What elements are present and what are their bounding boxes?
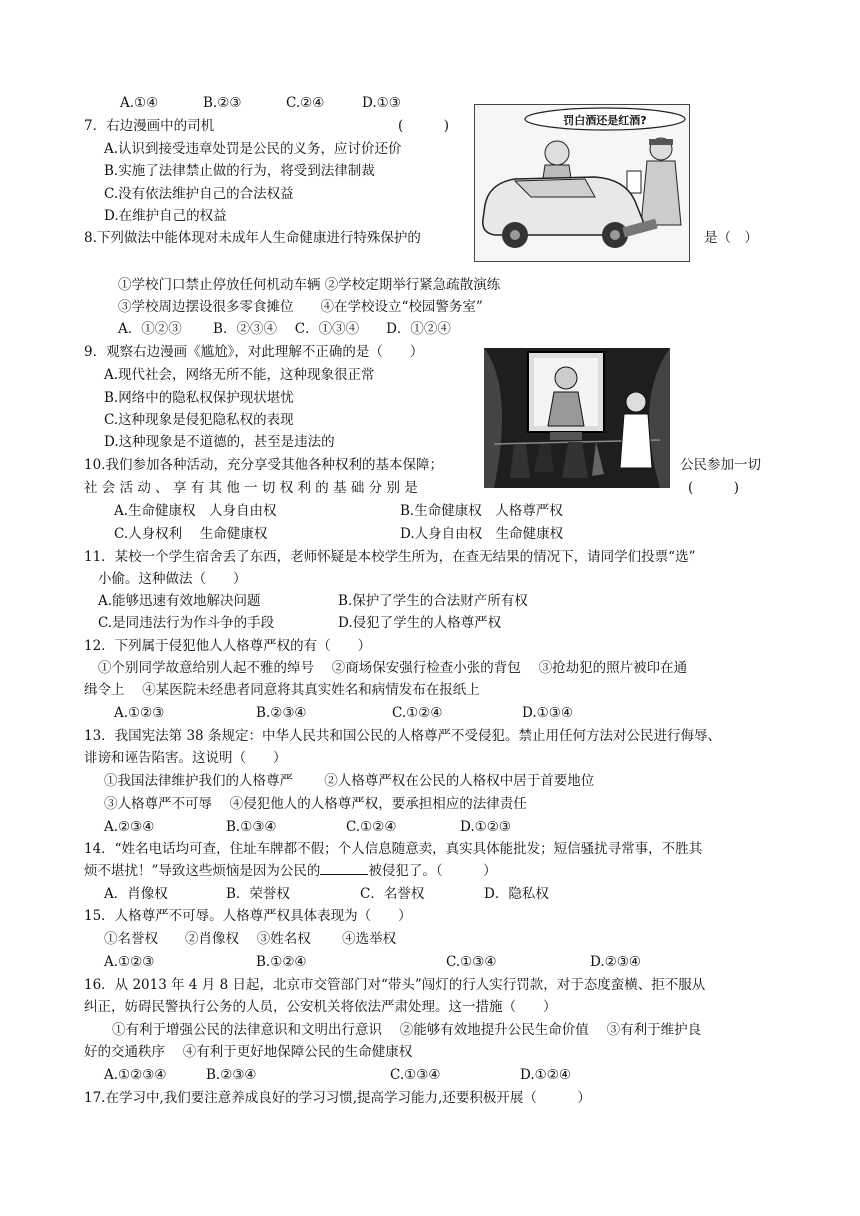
- embarrassment-comic: [484, 348, 670, 488]
- q13-statements-1: ①我国法律维护我们的人格尊严 ②人格尊严权在公民的人格权中居于首要地位: [104, 773, 595, 789]
- q6-option-d: D.①③: [362, 95, 401, 111]
- q10-answer-paren: ( ): [688, 480, 740, 496]
- q9-option-c: C.这种现象是侵犯隐私权的表现: [104, 412, 294, 428]
- q15-statements: ①名誉权 ②肖像权 ③姓名权 ④选举权: [104, 931, 397, 947]
- q9-option-a: A.现代社会，网络无所不能，这种现象很正常: [104, 367, 375, 383]
- q10-stem: 10.我们参加各种活动，充分享受其他各种权利的基本保障；: [84, 457, 443, 473]
- q17-stem: 17.在学习中,我们要注意养成良好的学习习惯,提高学习能力,还要积极开展（ ）: [84, 1090, 591, 1106]
- q16-option-c: C.①③④: [390, 1067, 441, 1083]
- q13-option-b: B.①③④: [226, 819, 277, 835]
- q7-option-d: D.在维护自己的权益: [104, 208, 227, 224]
- q8-stem-tail: 是（ ）: [704, 230, 758, 246]
- q10-option-a: A.生命健康权 人身自由权: [114, 503, 277, 519]
- q16-stem-2: 纠正，妨碍民警执行公务的人员，公安机关将依法严肃处理。这一措施（ ）: [84, 999, 557, 1015]
- q12-statements-2: 缉令上 ④某医院未经患者同意将其真实姓名和病情发布在报纸上: [84, 682, 480, 698]
- q6-option-c: C.②④: [286, 95, 325, 111]
- q13-statements-2: ③人格尊严不可辱 ④侵犯他人的人格尊严权，要承担相应的法律责任: [104, 796, 527, 812]
- q16-option-a: A.①②③④: [104, 1067, 167, 1083]
- q9-option-b: B.网络中的隐私权保护现状堪忧: [104, 390, 294, 406]
- q14-blank: [320, 862, 368, 875]
- q9-option-d: D.这种现象是不道德的，甚至是违法的: [104, 434, 335, 450]
- q16-stem: 16．从 2013 年 4 月 8 日起，北京市交管部门对“带头”闯灯的行人实行罚款，对于态度蛮横、拒不服从: [84, 977, 706, 993]
- q7-stem: 7．右边漫画中的司机: [84, 118, 215, 134]
- q7-option-a: A.认识到接受违章处罚是公民的义务，应讨价还价: [104, 141, 402, 157]
- q6-option-a: A.①④: [120, 95, 159, 111]
- q11-option-b: B.保护了学生的合法财产所有权: [338, 593, 528, 609]
- q15-option-b: B.①②④: [256, 954, 307, 970]
- q12-stem: 12．下列属于侵犯他人人格尊严权的有（ ）: [84, 638, 372, 654]
- q10-option-c: C.人身权利 生命健康权: [114, 526, 268, 542]
- q10-stem-2: 社 会 活 动 、 享 有 其 他 一 切 权 利 的 基 础 分 别 是: [84, 480, 418, 496]
- q8-options: A．①②③ B．②③④ C．①③④ D．①②④: [118, 321, 451, 337]
- q14-stem-2: [84, 862, 497, 880]
- q13-stem-2: 诽谤和诬告陷害。这说明（ ）: [84, 750, 287, 766]
- q15-option-c: C.①③④: [446, 954, 497, 970]
- q11-option-d: D.侵犯了学生的人格尊严权: [338, 615, 502, 631]
- q7-option-b: B.实施了法律禁止做的行为，将受到法律制裁: [104, 163, 375, 179]
- q11-option-a: A.能够迅速有效地解决问题: [98, 593, 261, 609]
- q13-option-c: C.①②④: [346, 819, 397, 835]
- q13-option-a: A.②③④: [104, 819, 155, 835]
- q16-statements-1: ①有利于增强公民的法律意识和文明出行意识 ②能够有效地提升公民生命价值 ③有利于维护良: [112, 1022, 702, 1038]
- q14-stem-2-after: 被侵犯了。（ ）: [368, 863, 497, 879]
- q12-statements-1: ①个别同学故意给别人起不雅的绰号 ②商场保安强行检查小张的背包 ③抢劫犯的照片被印在通: [98, 660, 688, 676]
- q11-stem: 11．某校一个学生宿舍丢了东西，老师怀疑是本校学生所为，在查无结果的情况下，请同学们投票“选”: [84, 549, 696, 565]
- q11-option-c: C.是同违法行为作斗争的手段: [98, 615, 275, 631]
- q13-stem: 13．我国宪法第 38 条规定：中华人民共和国公民的人格尊严不受侵犯。禁止用任何方法对公民进行侮辱、: [84, 728, 721, 744]
- traffic-fine-comic: [474, 104, 690, 262]
- q16-option-b: B.②③④: [206, 1067, 257, 1083]
- q7-answer-paren: ( ): [398, 118, 450, 134]
- q15-option-d: D.②③④: [590, 954, 641, 970]
- q12-option-a: A.①②③: [114, 705, 165, 721]
- q16-statements-2: 好的交通秩序 ④有利于更好地保障公民的生命健康权: [84, 1044, 413, 1060]
- q15-stem: 15．人格尊严不可辱。人格尊严权具体表现为（ ）: [84, 908, 412, 924]
- q11-stem-2: 小偷。这种做法（ ）: [98, 571, 247, 587]
- q14-stem-2-before: 烦不堪扰！”导致这些烦恼是因为公民的: [84, 863, 321, 879]
- q9-stem: 9．观察右边漫画《尴尬》，对此理解不正确的是（ ）: [84, 344, 424, 360]
- q14-option-d: D．隐私权: [484, 886, 549, 902]
- q12-option-b: B.②③④: [256, 705, 307, 721]
- q10-option-b: B.生命健康权 人格尊严权: [400, 503, 563, 519]
- comic-speech-bubble: 罚白酒还是红酒?: [563, 114, 647, 127]
- q10-option-d: D.人身自由权 生命健康权: [400, 526, 564, 542]
- q13-option-d: D.①②③: [460, 819, 511, 835]
- q8-statements-1: ①学校门口禁止停放任何机动车辆 ②学校定期举行紧急疏散演练: [118, 277, 501, 293]
- q7-option-c: C.没有依法维护自己的合法权益: [104, 186, 294, 202]
- q14-stem: 14．“姓名电话均可查，住址车牌都不假；个人信息随意卖，真实具体能批发；短信骚扰寻常事，不胜其: [84, 841, 703, 857]
- q6-option-b: B.②③: [203, 95, 242, 111]
- q8-stem: 8.下列做法中能体现对未成年人生命健康进行特殊保护的: [84, 230, 421, 246]
- q10-stem-tail: 公民参加一切: [680, 457, 761, 473]
- q15-option-a: A.①②③: [104, 954, 155, 970]
- q12-option-c: C.①②④: [392, 705, 443, 721]
- q14-option-c: C．名誉权: [360, 886, 425, 902]
- q14-option-a: A．肖像权: [104, 886, 168, 902]
- q16-option-d: D.①②④: [520, 1067, 571, 1083]
- q14-option-b: B．荣誉权: [226, 886, 290, 902]
- q12-option-d: D.①③④: [522, 705, 573, 721]
- q8-statements-2: ③学校周边摆设很多零食摊位 ④在学校设立“校园警务室”: [118, 299, 483, 315]
